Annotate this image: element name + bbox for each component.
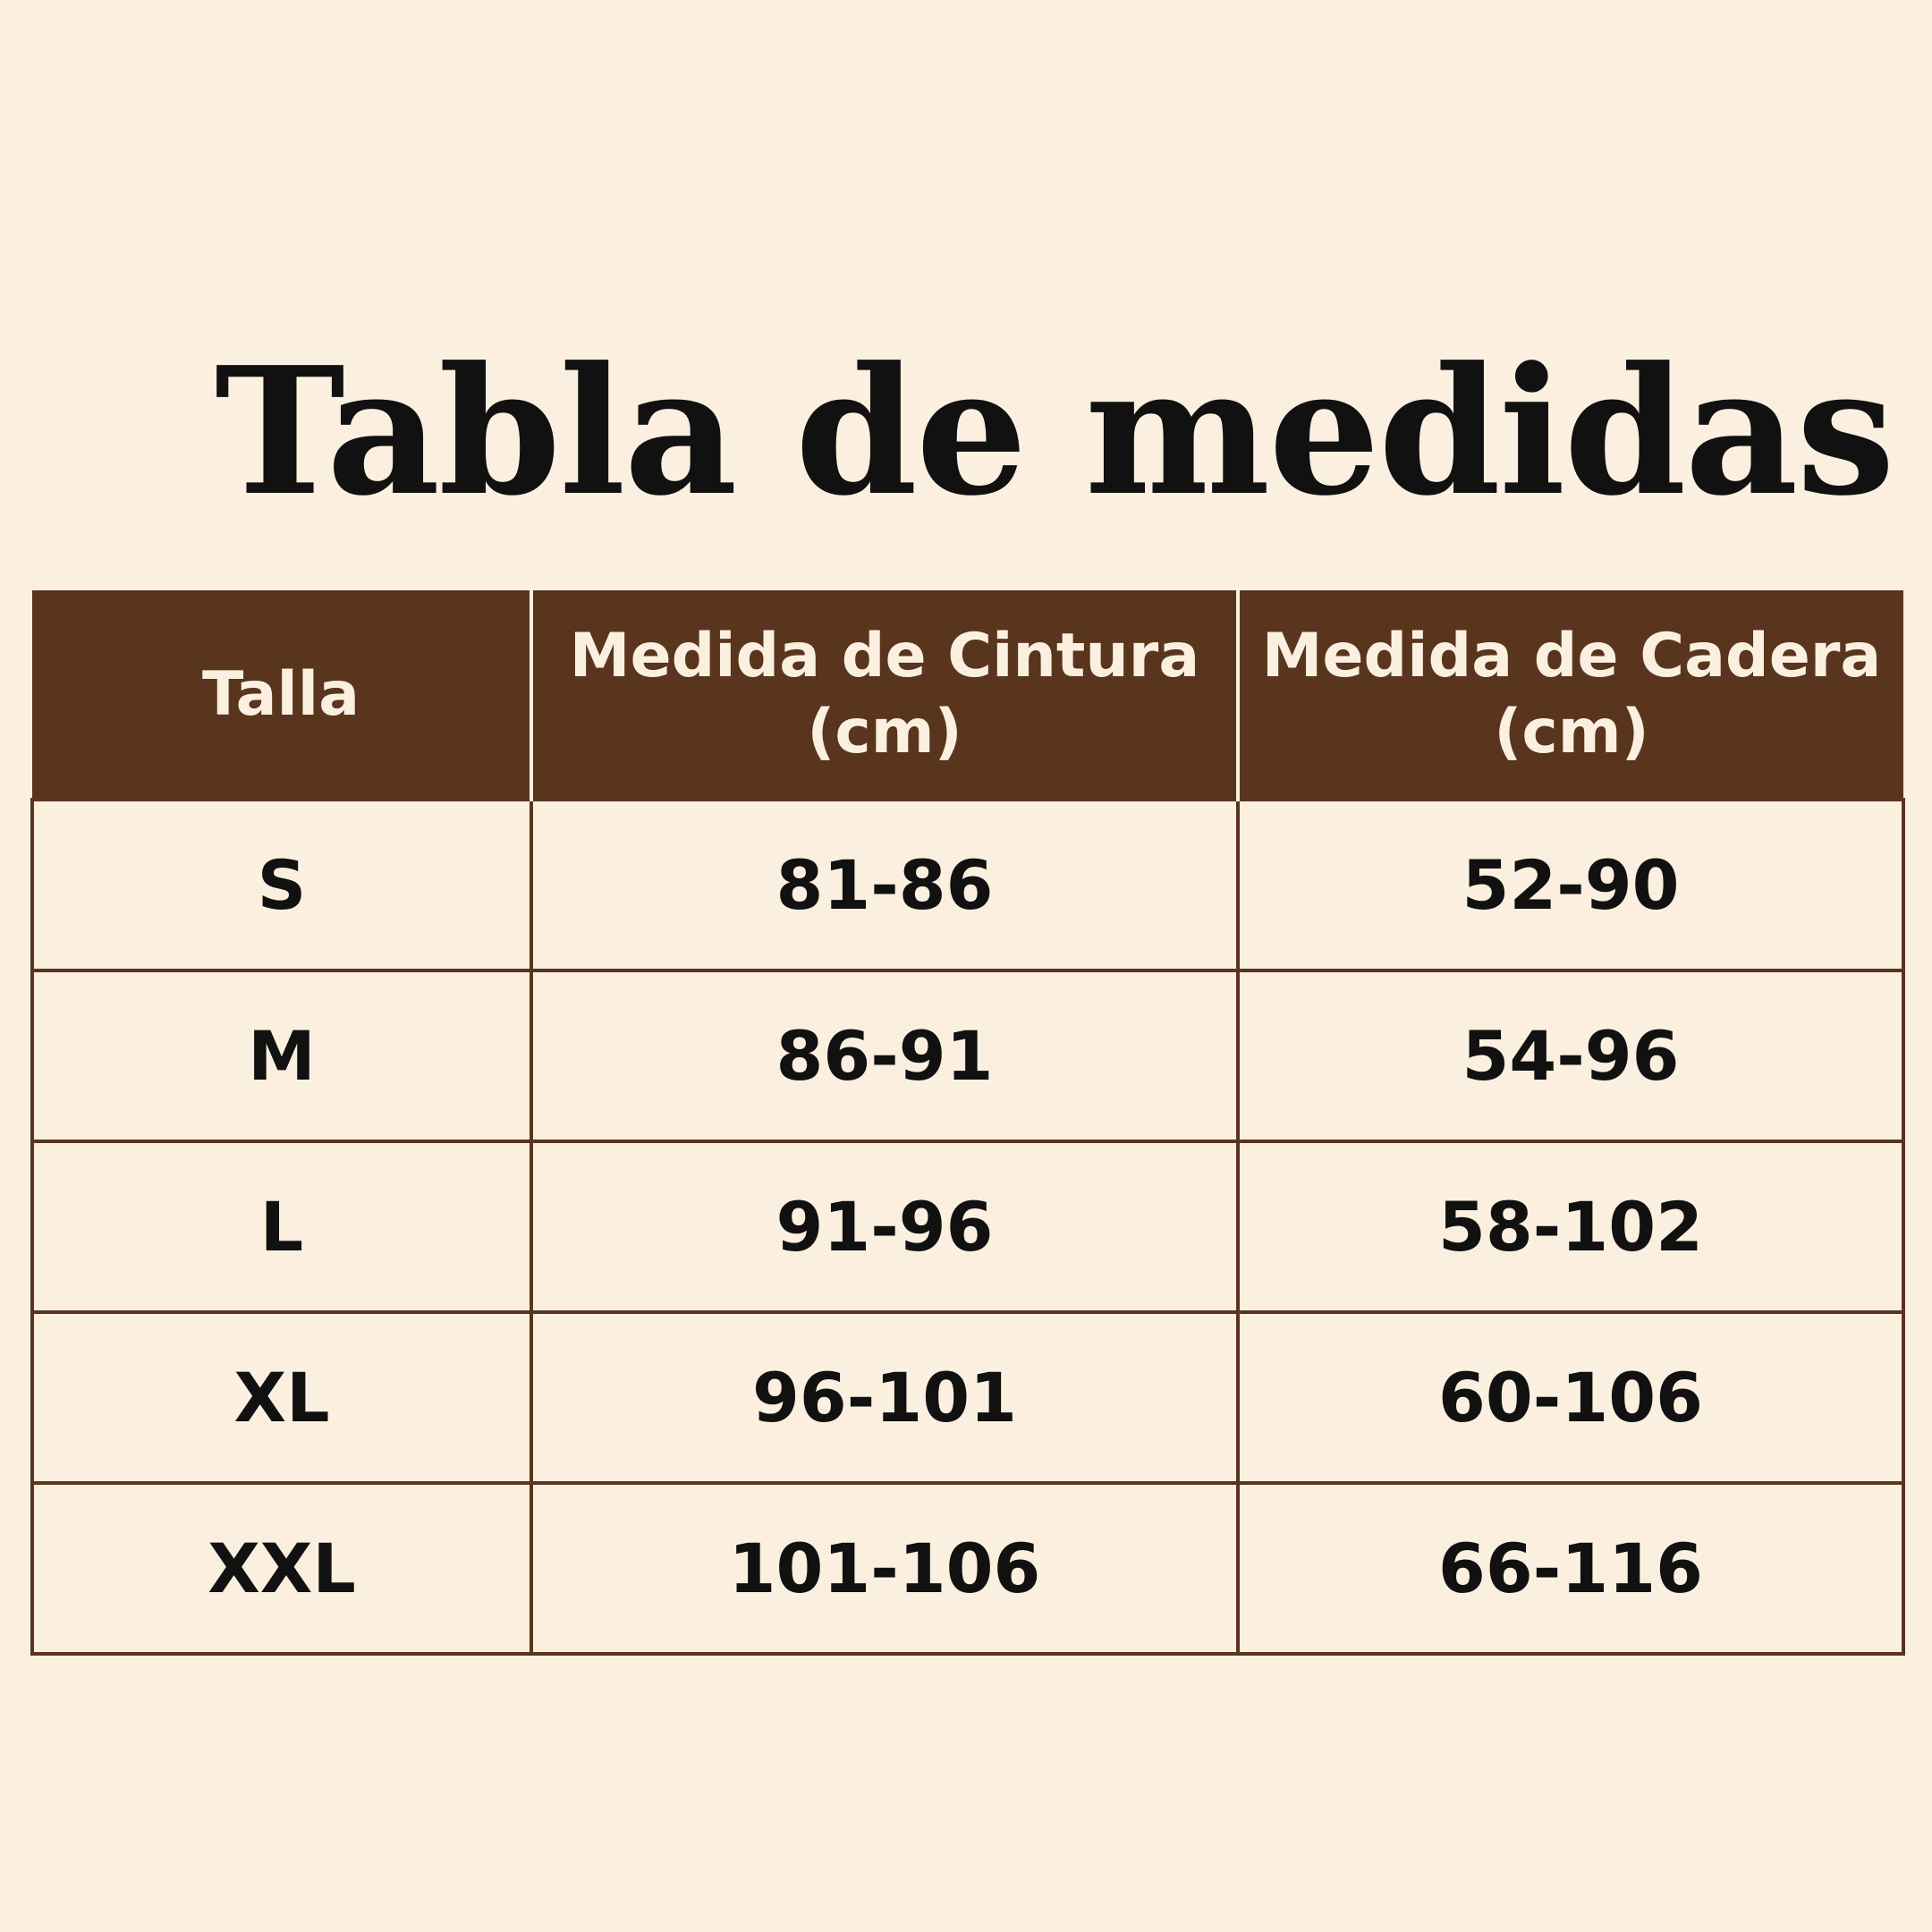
page-title: Tabla de medidas [215,329,1894,535]
header-size [32,590,531,800]
waist-cell: 86-91 [531,970,1238,1141]
table-header [32,590,1903,800]
waist-cell: 101-106 [531,1483,1238,1654]
table-row [32,1312,1903,1483]
table-body [32,800,1903,1654]
header-size-label: Talla [201,658,360,730]
table-row [32,800,1903,970]
header-waist [531,590,1238,800]
header-hip-unit: (cm) [1494,697,1649,767]
size-cell: XL [32,1312,531,1483]
waist-cell: 91-96 [531,1141,1238,1312]
table-row [32,1483,1903,1654]
size-cell: XXL [32,1483,531,1654]
hip-cell: 54-96 [1238,970,1903,1141]
size-chart-table [30,590,1905,1656]
hip-cell: 52-90 [1238,800,1903,970]
hip-cell: 58-102 [1238,1141,1903,1312]
size-cell: L [32,1141,531,1312]
header-hip-label: Medida de Cadera [1261,621,1882,691]
table-row [32,1141,1903,1312]
waist-cell: 81-86 [531,800,1238,970]
header-row [32,590,1903,800]
waist-cell: 96-101 [531,1312,1238,1483]
size-cell: S [32,800,531,970]
table-row [32,970,1903,1141]
header-waist-unit: (cm) [807,697,962,767]
hip-cell: 66-116 [1238,1483,1903,1654]
size-cell: M [32,970,531,1141]
header-waist-label: Medida de Cintura [569,621,1200,691]
hip-cell: 60-106 [1238,1312,1903,1483]
header-hip [1238,590,1903,800]
